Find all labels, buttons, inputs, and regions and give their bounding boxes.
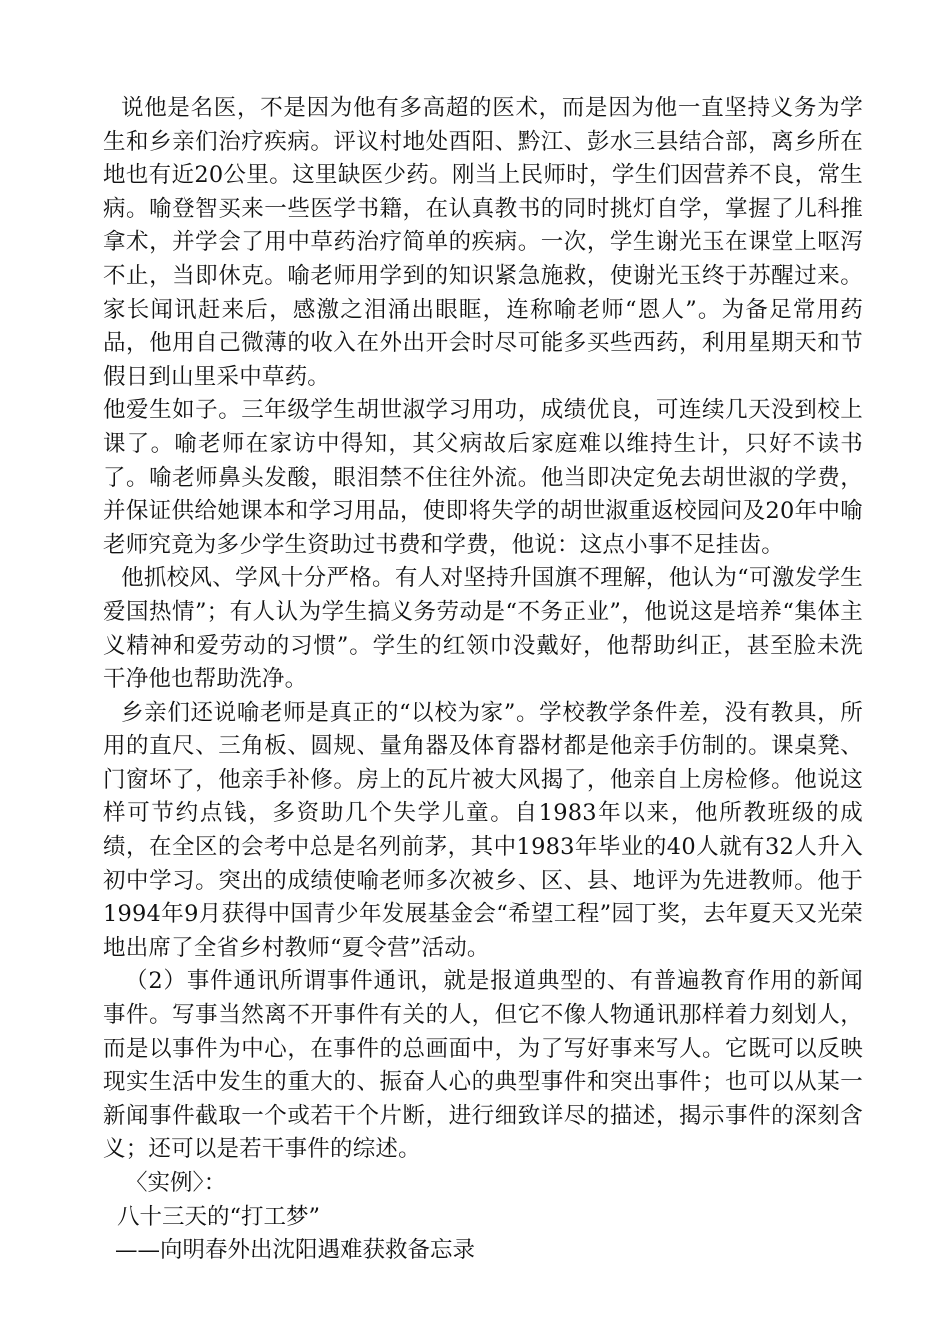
paragraph-school-as-home: 乡亲们还说喻老师是真正的“以校为家”。学校教学条件差，没有教具，所用的直尺、三角板、圆规、量角器及体育器材都是他亲手仿制的。课桌凳、门窗坏了，他亲手补修。房上的瓦片被大风揭了，他亲自上房检修。他说这样可节约点钱，多资助几个失学儿童。自1983年以来，他所教班级的成绩，在全区的会考中总是名列前茅，其中1983年毕业的40人就有32人升入初中学习。突出的成绩使喻老师多次被乡、区、县、地评为先进教师。他于1994年9月获得中国青少年发展基金会“希望工程”园丁奖，去年夏天又光荣地出席了全省乡村教师“夏令营”活动。: [103, 699, 863, 961]
paragraph-school-discipline: 他抓校风、学风十分严格。有人对坚持升国旗不理解，他认为“可激发学生爱国热情”；有人认为学生搞义务劳动是“不务正业”，他说这是培养“集体主义精神和爱劳动的习惯”。学生的红领巾没戴好，他帮助纠正，甚至脸未洗干净他也帮助洗净。: [103, 565, 863, 693]
example-label: 〈实例〉：: [125, 1170, 227, 1196]
paragraph-loves-students: 他爱生如子。三年级学生胡世淑学习用功，成绩优良，可连续几天没到校上课了。喻老师在家访中得知，其父病故后家庭难以维持生计，只好不读书了。喻老师鼻头发酸，眼泪禁不住往外流。他当即决定免去胡世淑的学费，并保证供给她课本和学习用品，使即将失学的胡世淑重返校园问及20年中喻老师究竟为多少学生资助过书费和学费，他说：这点小事不足挂齿。: [103, 397, 863, 558]
article-subtitle: ——向明春外出沈阳遇难获救备忘录: [115, 1237, 476, 1264]
article-title: 八十三天的“打工梦”: [117, 1203, 321, 1230]
paragraph-event-report: （2）事件通讯所谓事件通讯，就是报道典型的、有普遍教育作用的新闻事件。写事当然离不开事件有关的人，但它不像人物通讯那样着力刻划人，而是以事件为中心，在事件的总画面中，为了写好事来写人。它既可以反映现实生活中发生的重大的、振奋人心的典型事件和突出事件；也可以从某一新闻事件截取一个或若干个片断，进行细致详尽的描述，揭示事件的深刻含义；还可以是若干事件的综述。: [103, 968, 863, 1163]
document-body: [103, 92, 863, 1268]
paragraph-famous-doctor: 说他是名医，不是因为他有多高超的医术，而是因为他一直坚持义务为学生和乡亲们治疗疾病。评议村地处酉阳、黔江、彭水三县结合部，离乡所在地也有近20公里。这里缺医少药。刚当上民师时，学生们因营养不良，常生病。喻登智买来一些医学书籍，在认真教书的同时挑灯自学，掌握了儿科推拿术，并学会了用中草药治疗简单的疾病。一次，学生谢光玉在课堂上呕泻不止，当即休克。喻老师用学到的知识紧急施救，使谢光玉终于苏醒过来。家长闻讯赶来后，感激之泪涌出眼眶，连称喻老师“恩人”。为备足常用药品，他用自己微薄的收入在外出开会时尽可能多买些西药，利用星期天和节假日到山里采中草药。: [103, 95, 863, 390]
